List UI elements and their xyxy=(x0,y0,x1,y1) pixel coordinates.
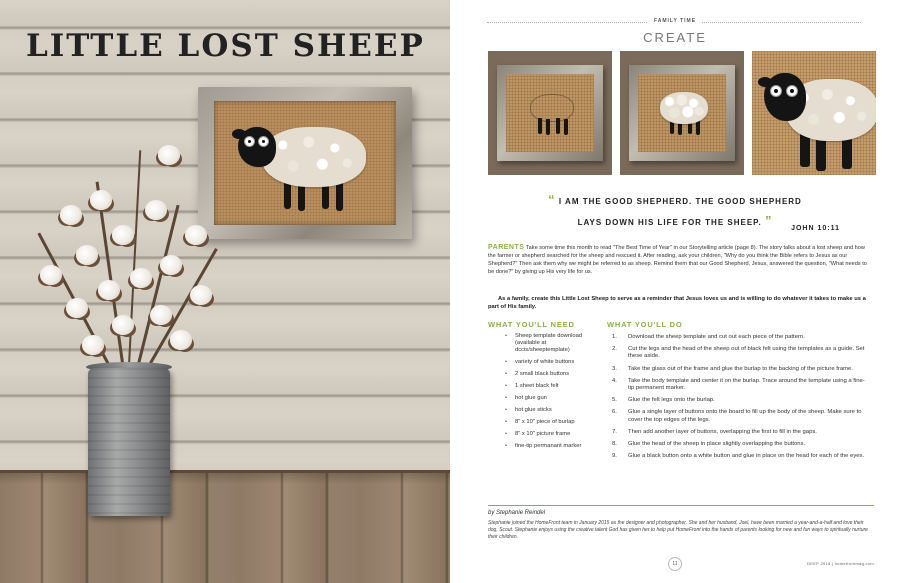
step-item xyxy=(612,429,870,436)
step-text: Download the sheep template and cut out each piece of the pattern. xyxy=(628,334,805,340)
cotton-boll xyxy=(112,315,134,335)
photo-frame xyxy=(497,65,603,161)
sheep-felt-head xyxy=(764,73,806,121)
scripture-reference: JOHN 10:11 xyxy=(791,225,840,232)
page-number: 11 xyxy=(668,557,682,571)
step-item xyxy=(612,441,870,448)
sheep-eye xyxy=(786,85,798,97)
supply-item: • 1 sheet black felt xyxy=(505,383,593,390)
close-quote-mark: ” xyxy=(764,213,773,228)
cotton-boll xyxy=(190,285,212,305)
step-number: 2. xyxy=(612,346,617,353)
sheep-leg xyxy=(556,118,560,134)
step-item xyxy=(612,409,870,423)
page-title: LITTLE LOST SHEEP xyxy=(26,28,425,64)
cotton-boll xyxy=(130,268,152,288)
issue-info: DEEP 2018 | homefrontmag.com xyxy=(807,561,874,566)
step-text: Glue a single layer of buttons onto the board to fill up the body of the sheep. Make sure to cover the top edges of the legs. xyxy=(628,409,862,423)
cotton-boll xyxy=(170,330,192,350)
step-item xyxy=(612,346,870,360)
cotton-boll xyxy=(112,225,134,245)
cotton-boll xyxy=(98,280,120,300)
sheep-eye xyxy=(770,85,782,97)
step-text: Glue a black button onto a white button and glue in place on the head for each of the eyes. xyxy=(628,453,865,460)
step-number: 9. xyxy=(612,453,617,460)
supply-item: • Sheep template download (available at dccis/sheeptemplate) xyxy=(505,333,593,354)
supply-item: • 2 small black buttons xyxy=(505,371,593,378)
section-kicker: FAMILY TIME xyxy=(450,18,900,24)
intro-paragraph xyxy=(488,244,874,276)
quote-line-2: LAYS DOWN HIS LIFE FOR THE SHEEP. xyxy=(577,218,762,227)
cotton-boll xyxy=(185,225,207,245)
cotton-boll xyxy=(145,200,167,220)
sheep-eye xyxy=(244,136,255,147)
step-item xyxy=(612,378,870,392)
step-number: 3. xyxy=(612,365,617,372)
sheep-eye xyxy=(258,136,269,147)
finished-sheep-closeup xyxy=(752,51,876,175)
sheep-felt-head xyxy=(238,127,276,167)
supply-list xyxy=(505,333,593,455)
step-number: 5. xyxy=(612,397,617,404)
step-number: 6. xyxy=(612,409,617,416)
step-text: Cut the legs and the head of the sheep out of black felt using the templates as a guide. Set these aside. xyxy=(628,346,865,360)
footer-divider xyxy=(488,505,874,506)
photo-frame xyxy=(629,65,735,161)
step-item xyxy=(612,453,870,460)
cotton-boll xyxy=(90,190,112,210)
step-text: Take the glass out of the frame and glue the burlap to the backing of the picture frame. xyxy=(628,365,853,372)
cotton-boll xyxy=(82,335,104,355)
sheep-button-body xyxy=(660,92,708,124)
author-byline: by Stephanie Reindel xyxy=(488,510,546,516)
step-text: Take the body template and center it on the burlap. Trace around the template using a fine-tip permanent marker. xyxy=(628,377,865,392)
step-text: Glue the felt legs onto the burlap. xyxy=(628,397,715,404)
sheep-outline xyxy=(530,94,574,122)
sheep-frame-art xyxy=(198,87,412,239)
supply-item: • hot glue gun xyxy=(505,395,593,402)
open-quote-mark: “ xyxy=(548,192,556,207)
step-text: Glue the head of the sheep in place slightly overlapping the buttons. xyxy=(628,441,806,448)
step-number: 8. xyxy=(612,441,617,448)
supply-item: • 8" x 10" picture frame xyxy=(505,431,593,438)
step-item xyxy=(612,366,870,373)
author-bio: Stephanie joined the HomeFront team in January 2015 as the designer and photographer. She and her husband, Joel, have been married a year-and-a-half and love their dog, Scout. Stephanie enjoys using the creative talent God has given her to help put HomeFront into the hands of parents looking for new and fun ways to spiritually nurture their children. xyxy=(488,520,868,540)
sheep-leg xyxy=(564,119,568,135)
instructions-page xyxy=(450,0,900,583)
supply-item: • fine-tip permanant marker xyxy=(505,443,593,450)
supply-item: • variety of white buttons xyxy=(505,359,593,366)
galvanized-vase xyxy=(88,368,170,516)
cotton-boll xyxy=(158,145,180,165)
supply-item: • 8" x 10" piece of burlap xyxy=(505,419,593,426)
intro-text: Take some time this month to read "The Best Time of Year" in our Storytelling article (page 8). The story talks about a lost sheep and how the farmer or shepherd searched for the sheep and rescued it. After reading, ask your children, "Why do you think the Bible refers to Jesus as our Shepherd?" Then ask them why we might be referred to as sheep. Remind them that our Good Shepherd, Jesus, answered the question, "What needs to be done?" by giving up His very life for us. xyxy=(488,245,867,275)
sheep-leg xyxy=(546,119,550,135)
step-number: 1. xyxy=(612,334,617,340)
step-number: 7. xyxy=(612,428,617,435)
supply-item: • hot glue sticks xyxy=(505,407,593,414)
cotton-boll xyxy=(160,255,182,275)
sheep-leg xyxy=(538,118,542,134)
quote-line-1: I AM THE GOOD SHEPHERD. THE GOOD SHEPHERD xyxy=(558,197,802,206)
step-item xyxy=(612,397,870,404)
step-number: 4. xyxy=(612,377,617,384)
need-heading: WHAT YOU'LL NEED xyxy=(488,320,575,329)
intro-lead: PARENTS xyxy=(488,244,525,251)
family-activity-statement: As a family, create this Little Lost Sheep to serve as a reminder that Jesus loves us and is willing to do whatever it takes to make us a part of His family. xyxy=(488,296,866,310)
wood-floor xyxy=(0,470,450,583)
burlap-panel xyxy=(506,74,594,152)
step-item xyxy=(612,334,870,341)
step-text: Then add another layer of buttons, overlapping the first to fill in the gaps. xyxy=(628,428,817,435)
cotton-boll xyxy=(40,265,62,285)
section-heading: CREATE xyxy=(643,30,707,45)
sheep-button-body xyxy=(262,127,366,187)
cotton-boll xyxy=(60,205,82,225)
cotton-boll xyxy=(76,245,98,265)
do-heading: WHAT YOU'LL DO xyxy=(607,320,683,329)
floor-edge xyxy=(0,470,450,473)
steps-list xyxy=(612,334,870,465)
cotton-boll xyxy=(150,305,172,325)
step-photo-outline xyxy=(488,51,612,175)
burlap-panel xyxy=(214,101,396,225)
cotton-boll xyxy=(66,298,88,318)
step-photo-buttons xyxy=(620,51,744,175)
burlap-panel xyxy=(638,74,726,152)
